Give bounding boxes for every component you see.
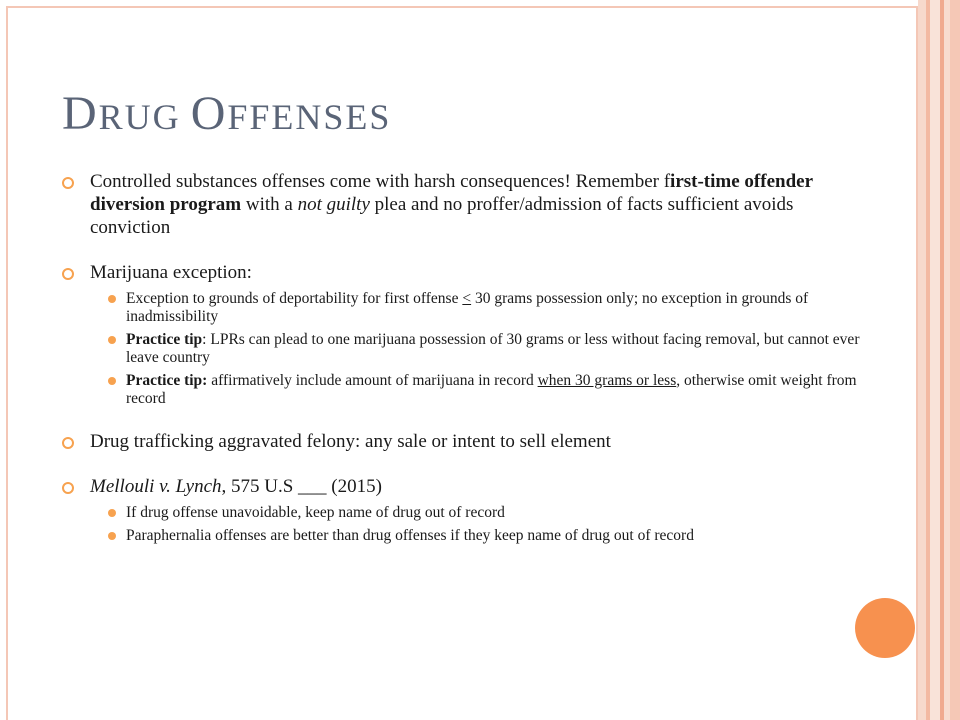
sub-bullet-paraphernalia: Paraphernalia offenses are better than drug offenses if they keep name of drug out of record xyxy=(60,527,860,545)
bullet-marijuana-exception: Marijuana exception: xyxy=(60,261,860,284)
bullet-mellouli: Mellouli v. Lynch, 575 U.S ___ (2015) xyxy=(60,475,860,498)
slide-title: DRUG OFFENSES xyxy=(62,87,392,140)
decorative-circle xyxy=(855,598,915,658)
sub-bullet-drug-name: If drug offense unavoidable, keep name of drug out of record xyxy=(60,504,860,522)
marijuana-sublist xyxy=(60,290,860,408)
bullet-drug-trafficking: Drug trafficking aggravated felony: any sale or intent to sell element xyxy=(60,430,860,453)
decorative-stripes xyxy=(918,0,960,720)
mellouli-sublist xyxy=(60,504,860,545)
bullet-controlled-substances: Controlled substances offenses come with harsh consequences! Remember first-time offender diversion program with a not guilty plea and no proffer/admission of facts sufficient avoids conviction xyxy=(60,170,860,239)
sub-bullet-practice-tip-record: Practice tip: affirmatively include amount of marijuana in record when 30 grams or less, otherwise omit weight from record xyxy=(60,372,860,408)
sub-bullet-practice-tip-lpr: Practice tip: LPRs can plead to one marijuana possession of 30 grams or less without facing removal, but cannot ever leave country xyxy=(60,331,860,367)
slide-body xyxy=(60,170,860,550)
sub-bullet-deportability: Exception to grounds of deportability for first offense < 30 grams possession only; no exception in grounds of inadmissibility xyxy=(60,290,860,326)
